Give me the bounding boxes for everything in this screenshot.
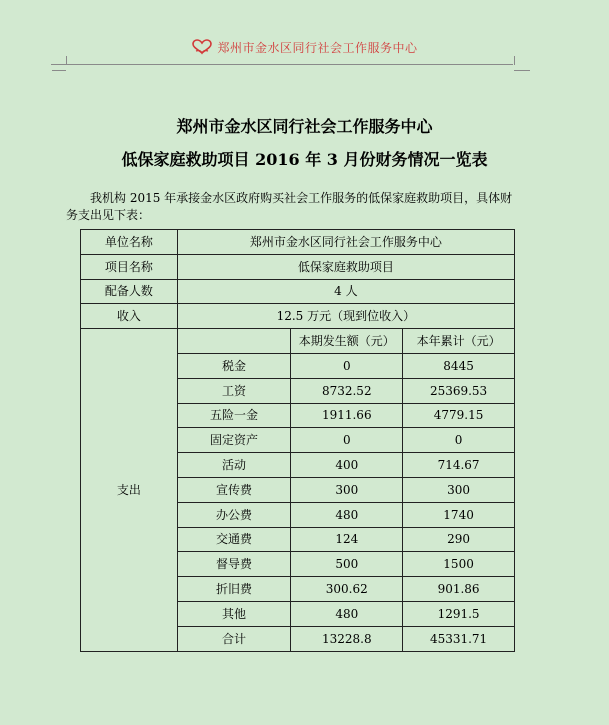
table-row	[81, 254, 515, 279]
ytd-amount-cell: 290	[403, 527, 515, 552]
ytd-amount-cell: 4779.15	[403, 403, 515, 428]
ytd-amount-cell: 300	[403, 477, 515, 502]
expense-item-cell: 交通费	[177, 527, 291, 552]
expense-item-cell: 工资	[177, 378, 291, 403]
info-value-cell: 低保家庭救助项目	[177, 254, 514, 279]
expense-item-cell: 其他	[177, 601, 291, 626]
ytd-amount-cell: 901.86	[403, 577, 515, 602]
year-to-date-header: 本年累计（元）	[403, 329, 515, 354]
info-label-cell: 项目名称	[81, 254, 178, 279]
expense-item-header-cell	[177, 329, 291, 354]
table-row	[81, 279, 515, 304]
expense-label-cell: 支出	[81, 329, 178, 651]
info-value-cell: 4 人	[177, 279, 514, 304]
ytd-amount-cell: 0	[403, 428, 515, 453]
current-amount-cell: 480	[291, 601, 403, 626]
ytd-amount-cell: 1500	[403, 552, 515, 577]
current-amount-cell: 8732.52	[291, 378, 403, 403]
header-brand	[191, 39, 417, 56]
info-value-cell: 12.5 万元（现到位收入）	[177, 304, 514, 329]
info-label-cell: 收入	[81, 304, 178, 329]
current-amount-cell: 0	[291, 428, 403, 453]
expense-item-cell: 合计	[177, 626, 291, 651]
ytd-amount-cell: 25369.53	[403, 378, 515, 403]
current-amount-cell: 0	[291, 353, 403, 378]
document-title-line2: 低保家庭救助项目 2016 年 3 月份财务情况一览表	[121, 150, 488, 169]
document-title-line1: 郑州市金水区同行社会工作服务中心	[176, 117, 433, 136]
table-row	[81, 230, 515, 255]
info-label-cell: 配备人数	[81, 279, 178, 304]
expense-header-row	[81, 329, 515, 354]
current-amount-cell: 13228.8	[291, 626, 403, 651]
expense-item-cell: 宣传费	[177, 477, 291, 502]
ytd-amount-cell: 8445	[403, 353, 515, 378]
expense-item-cell: 督导费	[177, 552, 291, 577]
current-period-header: 本期发生额（元）	[291, 329, 403, 354]
finance-table-body	[81, 230, 515, 652]
current-amount-cell: 480	[291, 502, 403, 527]
ytd-amount-cell: 45331.71	[403, 626, 515, 651]
current-amount-cell: 300	[291, 477, 403, 502]
expense-item-cell: 活动	[177, 453, 291, 478]
header-corner-mark-right	[514, 56, 515, 65]
expense-item-cell: 固定资产	[177, 428, 291, 453]
current-amount-cell: 400	[291, 453, 403, 478]
current-amount-cell: 124	[291, 527, 403, 552]
intro-paragraph: 我机构 2015 年承接金水区政府购买社会工作服务的低保家庭救助项目，具体财务支出见下表：	[66, 191, 513, 222]
current-amount-cell: 300.62	[291, 577, 403, 602]
expense-item-cell: 折旧费	[177, 577, 291, 602]
finance-table	[80, 229, 515, 652]
ytd-amount-cell: 1740	[403, 502, 515, 527]
header-corner-mark-left	[66, 56, 67, 65]
header-corner-line-right	[514, 70, 530, 71]
heart-hands-logo-icon	[191, 39, 213, 55]
ytd-amount-cell: 714.67	[403, 453, 515, 478]
header-org-name: 郑州市金水区同行社会工作服务中心	[217, 40, 418, 55]
table-row	[81, 304, 515, 329]
ytd-amount-cell: 1291.5	[403, 601, 515, 626]
document-header	[0, 36, 609, 58]
current-amount-cell: 500	[291, 552, 403, 577]
info-label-cell: 单位名称	[81, 230, 178, 255]
header-corner-line-left	[52, 70, 66, 71]
expense-item-cell: 办公费	[177, 502, 291, 527]
current-amount-cell: 1911.66	[291, 403, 403, 428]
info-value-cell: 郑州市金水区同行社会工作服务中心	[177, 230, 514, 255]
header-divider	[51, 64, 513, 65]
expense-item-cell: 五险一金	[177, 403, 291, 428]
expense-item-cell: 税金	[177, 353, 291, 378]
